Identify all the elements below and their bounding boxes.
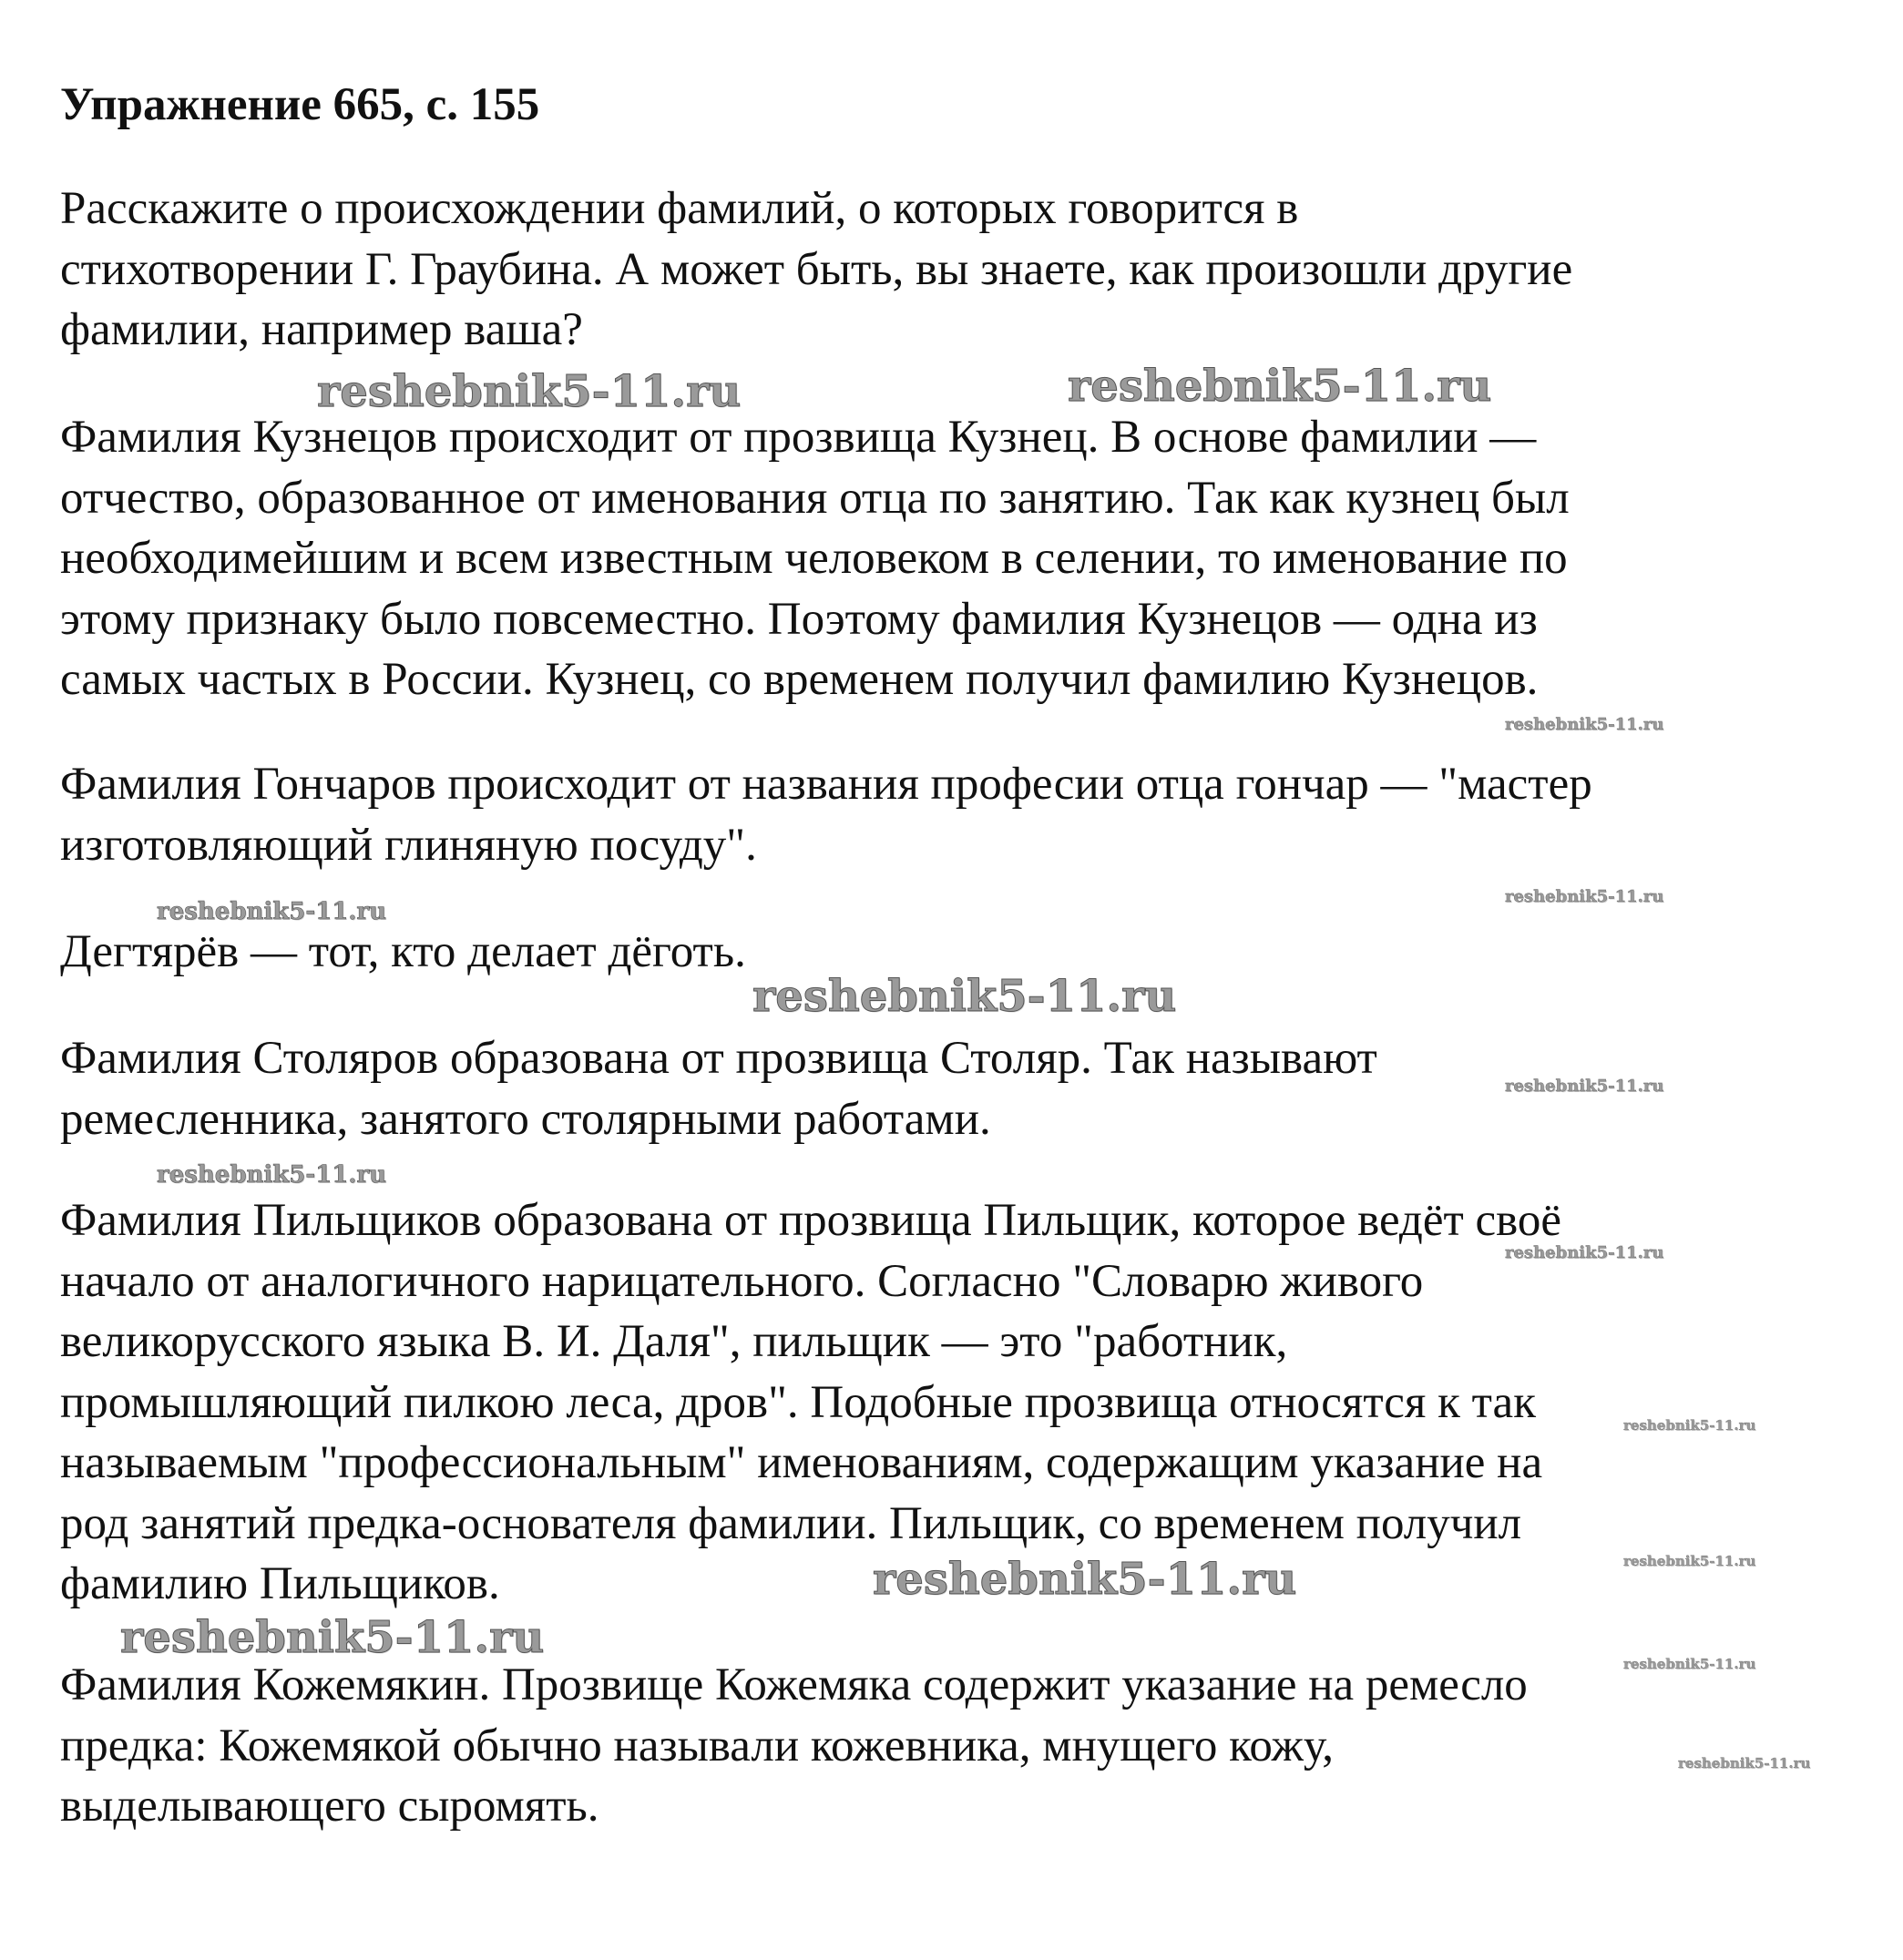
paragraph-line: начало от аналогичного нарицательного. Согласно "Словарю живого: [60, 1255, 1424, 1307]
watermark: reshebnik5-11.ru: [1505, 1243, 1664, 1262]
watermark: reshebnik5-11.ru: [1505, 1077, 1664, 1096]
paragraph-line: выделывающего сыромять.: [60, 1781, 599, 1832]
paragraph-line: промышляющий пилкою леса, дров". Подобные прозвища относятся к так: [60, 1376, 1536, 1428]
paragraph-line: Фамилия Кузнецов происходит от прозвища Кузнец. В основе фамилии —: [60, 412, 1537, 463]
watermark: reshebnik5-11.ru: [1505, 715, 1664, 734]
paragraph-line: великорусского языка В. И. Даля", пильщик — это "работник,: [60, 1316, 1288, 1367]
paragraph-line: Фамилия Кожемякин. Прозвище Кожемяка содержит указание на ремесло: [60, 1659, 1528, 1710]
paragraph-line: этому признаку было повсеместно. Поэтому фамилия Кузнецов — одна из: [60, 593, 1538, 645]
paragraph-line: Фамилия Столяров образована от прозвища Столяр. Так называют: [60, 1033, 1377, 1084]
task-line: фамилии, например ваша?: [60, 304, 583, 355]
watermark: reshebnik5-11.ru: [120, 1612, 545, 1663]
paragraph-kozhemyakin: [60, 1655, 1846, 1837]
paragraph-line: необходимейшим и всем известным человеком в селении, то именование по: [60, 533, 1568, 584]
exercise-title: Упражнение 665, с. 155: [60, 79, 540, 130]
watermark: reshebnik5-11.ru: [873, 1554, 1297, 1605]
paragraph-line: фамилию Пильщиков.: [60, 1558, 500, 1609]
paragraph-line: Фамилия Пильщиков образована от прозвища Пильщик, которое ведёт своё: [60, 1195, 1562, 1246]
paragraph-line: род занятий предка-основателя фамилии. Пильщик, со временем получил: [60, 1497, 1522, 1549]
watermark: reshebnik5-11.ru: [157, 1161, 387, 1189]
task-line: стихотворении Г. Граубина. А может быть, вы знаете, как произошли другие: [60, 243, 1573, 295]
paragraph-line: самых частых в России. Кузнец, со временем получил фамилию Кузнецов.: [60, 654, 1539, 705]
paragraph-line: называемым "профессиональным" именованиям, содержащим указание на: [60, 1437, 1543, 1488]
task-line: Расскажите о происхождении фамилий, о которых говорится в: [60, 183, 1299, 234]
paragraph-line: предка: Кожемякой обычно называли кожевника, мнущего кожу,: [60, 1720, 1334, 1771]
paragraph-line: отчество, образованное от именования отца по занятию. Так как кузнец был: [60, 472, 1570, 524]
watermark: reshebnik5-11.ru: [157, 898, 387, 925]
paragraph-line: ремесленника, занятого столярными работами.: [60, 1093, 991, 1145]
watermark: reshebnik5-11.ru: [317, 366, 742, 417]
task-paragraph: [60, 179, 1846, 361]
watermark: reshebnik5-11.ru: [1623, 1553, 1756, 1569]
watermark: reshebnik5-11.ru: [1678, 1755, 1811, 1771]
watermark: reshebnik5-11.ru: [1068, 361, 1492, 412]
paragraph-goncharov: [60, 754, 1846, 875]
watermark: reshebnik5-11.ru: [1505, 887, 1664, 906]
watermark: reshebnik5-11.ru: [1623, 1417, 1756, 1434]
watermark: reshebnik5-11.ru: [752, 971, 1177, 1022]
paragraph-line: изготовляющий глиняную посуду".: [60, 819, 757, 871]
paragraph-line: Дегтярёв — тот, кто делает дёготь.: [60, 926, 746, 977]
paragraph-kuznetsov: [60, 407, 1846, 710]
watermark: reshebnik5-11.ru: [1623, 1656, 1756, 1672]
paragraph-line: Фамилия Гончаров происходит от названия професии отца гончар — "мастер: [60, 759, 1592, 810]
